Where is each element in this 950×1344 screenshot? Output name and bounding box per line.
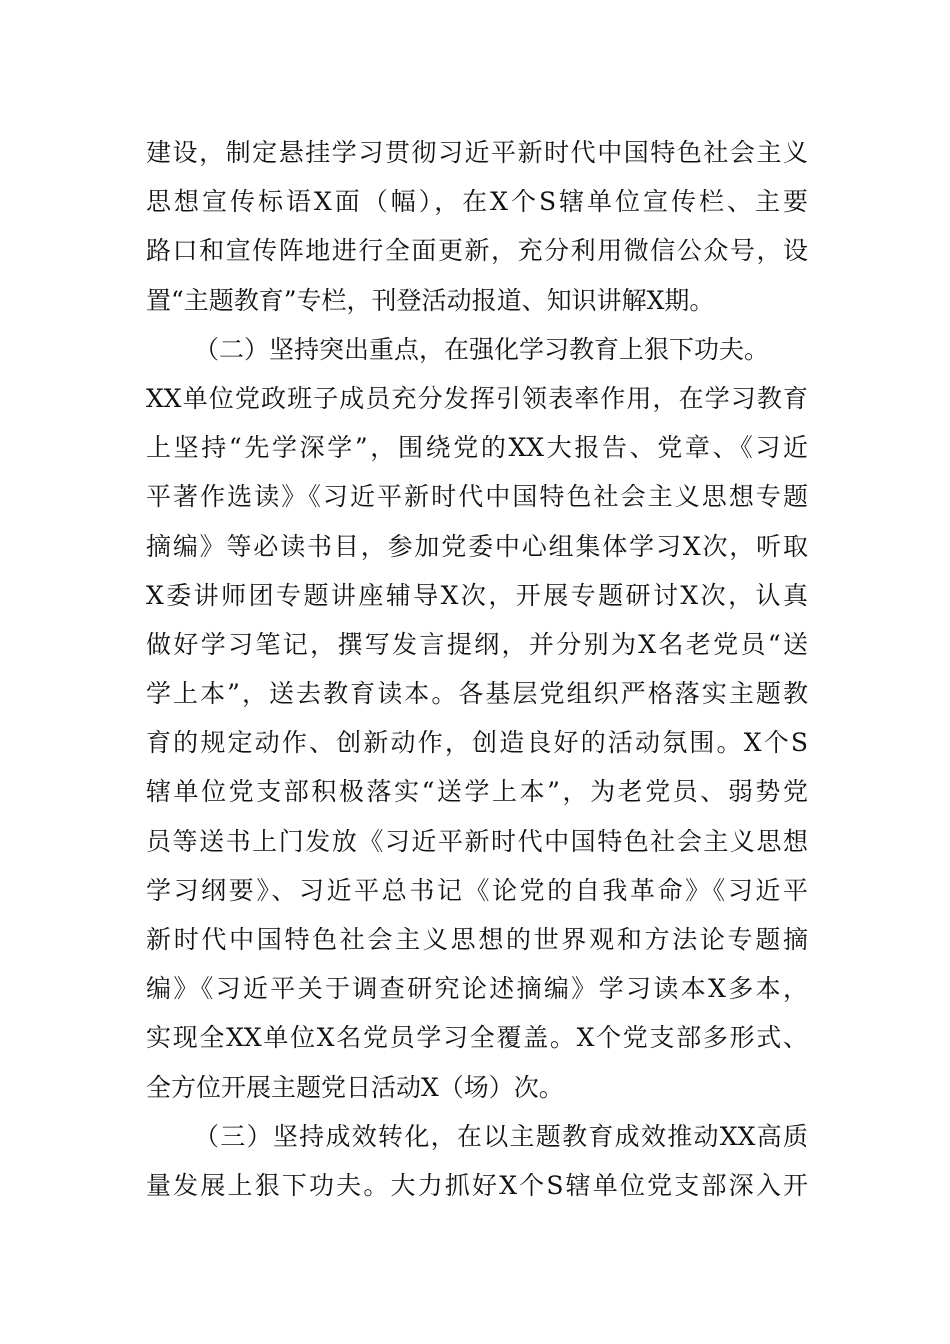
text-line-8: 平著作选读》《习近平新时代中国特色社会主义思想专题 [146, 482, 808, 512]
text-line-16: 学习纲要》、习近平总书记《论党的自我革命》《习近平 [146, 875, 808, 905]
text-line-15: 员等送书上门发放《习近平新时代中国特色社会主义思想 [146, 826, 808, 856]
text-line-19: 实现全XX单位X名党员学习全覆盖。X个党支部多形式、 [146, 1023, 808, 1053]
body-text [146, 128, 808, 1210]
text-line-1: 建设，制定悬挂学习贯彻习近平新时代中国特色社会主义 [146, 138, 808, 167]
text-line-18: 编》《习近平关于调查研究论述摘编》学习读本X多本， [146, 974, 808, 1004]
text-line-20: 全方位开展主题党日活动X（场）次。 [146, 1072, 564, 1102]
text-line-4: 置“主题教育”专栏，刊登活动报道、知识讲解X期。 [146, 285, 715, 315]
section-heading-3: （三）坚持成效转化，在以主题教育成效推动XX高质 [194, 1121, 808, 1151]
text-line-13: 育的规定动作、创新动作，创造良好的活动氛围。X个S [146, 728, 808, 758]
text-line-17: 新时代中国特色社会主义思想的世界观和方法论专题摘 [146, 925, 808, 954]
text-line-7: 上坚持“先学深学”，围绕党的XX大报告、党章、《习近 [146, 433, 808, 463]
text-line-10: X委讲师团专题讲座辅导X次，开展专题研讨X次，认真 [146, 580, 808, 610]
text-line-22: 量发展上狠下功夫。大力抓好X个S辖单位党支部深入开 [146, 1170, 808, 1200]
text-line-3: 路口和宣传阵地进行全面更新，充分利用微信公众号，设 [146, 236, 808, 266]
section-heading-2: （二）坚持突出重点，在强化学习教育上狠下功夫。 [194, 334, 770, 364]
text-line-11: 做好学习笔记，撰写发言提纲，并分别为X名老党员“送 [146, 629, 808, 659]
text-line-14: 辖单位党支部积极落实“送学上本”，为老党员、弱势党 [146, 777, 808, 807]
text-line-6: XX单位党政班子成员充分发挥引领表率作用，在学习教育 [146, 383, 808, 413]
text-line-12: 学上本”，送去教育读本。各基层党组织严格落实主题教 [146, 679, 808, 709]
text-line-2: 思想宣传标语X面（幅），在X个S辖单位宣传栏、主要 [146, 187, 808, 217]
text-line-9: 摘编》等必读书目，参加党委中心组集体学习X次，听取 [146, 531, 808, 561]
